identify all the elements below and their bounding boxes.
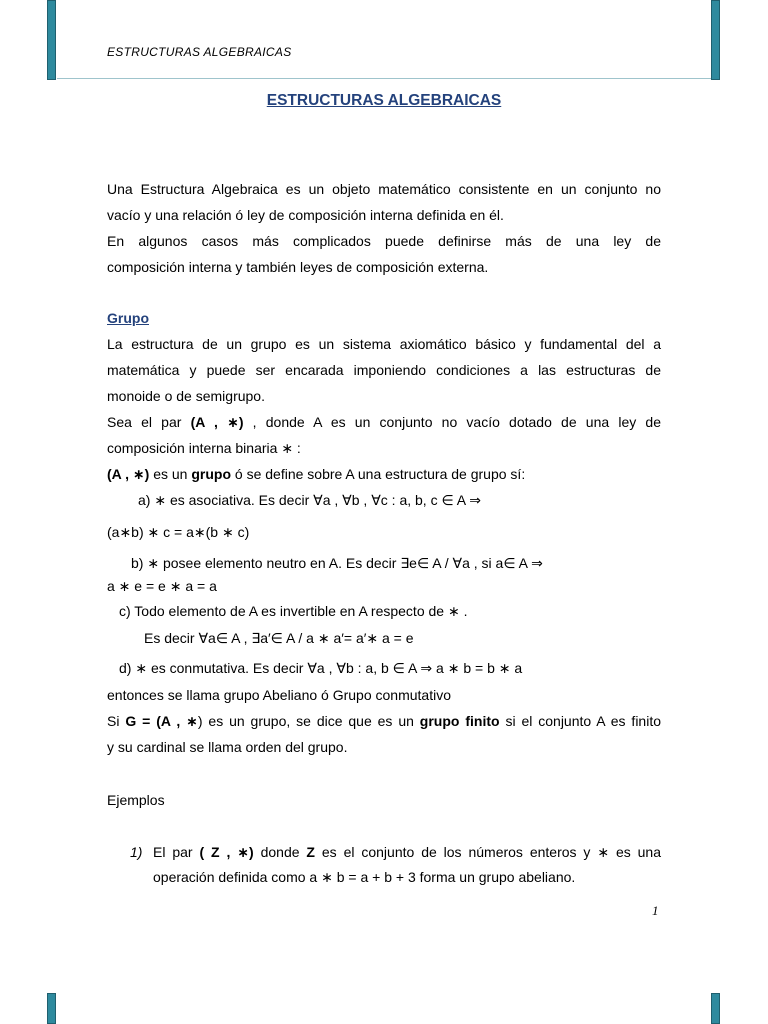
intro-line-3: En algunos casos más complicados puede definirse más de una ley de xyxy=(107,233,661,249)
axiom-c-line: c) Todo elemento de A es invertible en A respecto de ∗ . xyxy=(119,603,468,619)
axiom-b-formula: a ∗ e = e ∗ a = a xyxy=(107,578,217,594)
axiom-a-formula: (a∗b) ∗ c = a∗(b ∗ c) xyxy=(107,524,250,540)
header-divider xyxy=(57,78,711,79)
grupo-p1-line-1: La estructura de un grupo es un sistema axiomático básico y fundamental del a xyxy=(107,336,661,352)
example-1-line-2: operación definida como a ∗ b = a + b + 3 forma un grupo abeliano. xyxy=(153,869,576,885)
page-border-bar-bottom-right xyxy=(711,993,720,1024)
page-number: 1 xyxy=(652,903,659,918)
axiom-a-line: a) ∗ es asociativa. Es decir ∀a , ∀b , ∀c : a, b, c ∈ A ⇒ xyxy=(138,492,481,508)
section-heading-grupo: Grupo xyxy=(107,310,149,326)
page-border-bar-bottom-left xyxy=(47,993,56,1024)
intro-line-4: composición interna y también leyes de composición externa. xyxy=(107,259,489,275)
axiom-c-formula: Es decir ∀a∈ A , ∃a′∈ A / a ∗ a′= a′∗ a = e xyxy=(144,630,414,646)
ejemplos-heading: Ejemplos xyxy=(107,792,165,808)
grupo-p1-line-3: monoide o de semigrupo. xyxy=(107,388,265,404)
grupo-definition-line: (A , ∗) es un grupo ó se define sobre A una estructura de grupo sí: xyxy=(107,466,526,482)
axiom-d-line: d) ∗ es conmutativa. Es decir ∀a , ∀b : a, b ∈ A ⇒ a ∗ b = b ∗ a xyxy=(119,660,523,676)
grupo-p2-line-2: composición interna binaria ∗ : xyxy=(107,440,301,456)
grupo-finito-line-1: Si G = (A , ∗) es un grupo, se dice que es un grupo finito si el conjunto A es finito xyxy=(107,713,661,729)
grupo-p2-line-1: Sea el par (A , ∗) , donde A es un conjunto no vacío dotado de una ley de xyxy=(107,414,661,430)
axiom-b-line: b) ∗ posee elemento neutro en A. Es decir ∃e∈ A / ∀a , si a∈ A ⇒ xyxy=(131,555,543,571)
grupo-p1-line-2: matemática y puede ser encarada imponiendo condiciones a las estructuras de xyxy=(107,362,661,378)
example-1-line-1: El par ( Z , ∗) donde Z es el conjunto de los números enteros y ∗ es una xyxy=(153,844,661,860)
document-title: ESTRUCTURAS ALGEBRAICAS xyxy=(266,92,502,109)
intro-line-2: vacío y una relación ó ley de composición interna definida en él. xyxy=(107,207,504,223)
intro-line-1: Una Estructura Algebraica es un objeto matemático consistente en un conjunto no xyxy=(107,181,661,197)
page-border-bar-top-right xyxy=(711,0,720,80)
abeliano-line: entonces se llama grupo Abeliano ó Grupo conmutativo xyxy=(107,687,451,703)
grupo-finito-line-2: y su cardinal se llama orden del grupo. xyxy=(107,739,348,755)
running-header: ESTRUCTURAS ALGEBRAICAS xyxy=(107,45,292,59)
example-1-number: 1) xyxy=(130,844,143,860)
page-border-bar-top-left xyxy=(47,0,56,80)
